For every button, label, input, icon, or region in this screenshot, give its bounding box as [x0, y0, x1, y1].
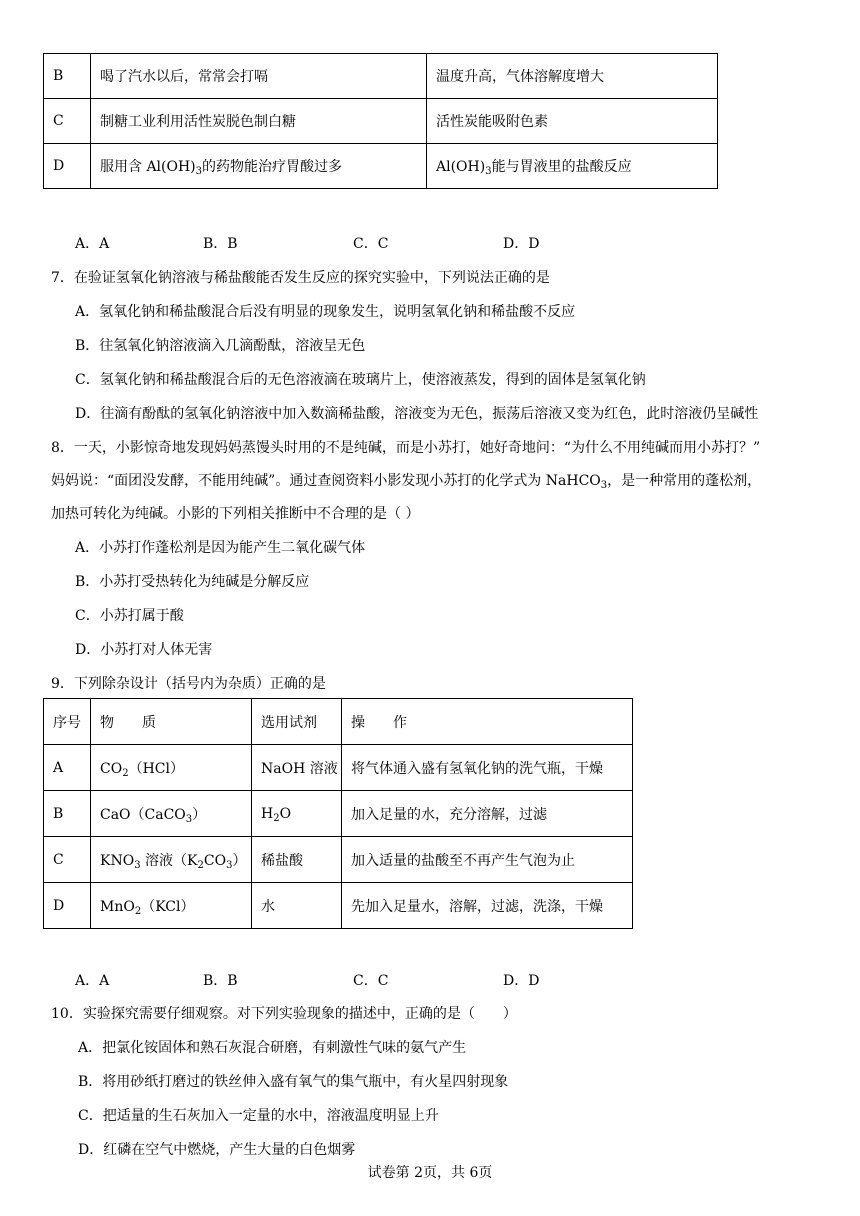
substance-cell: MnO$_2$（KCl）	[91, 883, 252, 929]
row-label: C	[44, 99, 91, 144]
table-row	[44, 837, 633, 883]
explanation-cell: 活性炭能吸附色素	[427, 99, 718, 144]
table-row	[44, 883, 633, 929]
option-b[interactable]: B．B	[203, 973, 238, 989]
operation-cell: 加入适量的盐酸至不再产生气泡为止	[342, 837, 633, 883]
option-c[interactable]: C．C	[353, 973, 389, 989]
operation-cell: 加入足量的水，充分溶解，过滤	[342, 791, 633, 837]
substance-cell: CaO（CaCO$_3$）	[91, 791, 252, 837]
q7-option-a[interactable]: A．氢氧化钠和稀盐酸混合后没有明显的现象发生，说明氢氧化钠和稀盐酸不反应	[75, 304, 576, 320]
q8-stem-line3: 加热可转化为纯碱。小影的下列相关推断中不合理的是（ ）	[51, 506, 420, 522]
row-label: A	[44, 745, 91, 791]
q9-table	[43, 698, 633, 929]
option-b[interactable]: B．B	[203, 236, 238, 252]
header-cell: 物 质	[91, 699, 252, 745]
substance-cell: $KNO_3$ 溶液$(K_2CO_3)$	[91, 837, 252, 883]
q6-table	[43, 53, 718, 189]
q7-stem: 7．在验证氢氧化钠溶液与稀盐酸能否发生反应的探究实验中，下列说法正确的是	[51, 270, 550, 286]
q8-option-a[interactable]: A．小苏打作蓬松剂是因为能产生二氧化碳气体	[75, 540, 366, 556]
q9-stem: 9．下列除杂设计（括号内为杂质）正确的是	[51, 676, 326, 692]
table-row	[44, 54, 718, 99]
row-label: B	[44, 791, 91, 837]
row-label: B	[44, 54, 91, 99]
q8-option-d[interactable]: D．小苏打对人体无害	[75, 642, 213, 658]
q8-stem-line2: 妈妈说：“面团没发酵，不能用纯碱”。通过查阅资料小影发现小苏打的化学式为 NaHCO$_3$，是一种常用的蓬松剂，	[51, 473, 762, 491]
table-row	[44, 745, 633, 791]
option-a[interactable]: A．A	[75, 973, 110, 989]
q10-option-a[interactable]: A．把氯化铵固体和熟石灰混合研磨，有刺激性气味的氨气产生	[78, 1040, 467, 1056]
page-footer: 试卷第 2页，共 6页	[367, 1165, 493, 1181]
example-cell: 制糖工业利用活性炭脱色制白糖	[91, 99, 427, 144]
q8-option-c[interactable]: C．小苏打属于酸	[75, 608, 184, 624]
q7-option-c[interactable]: C．氢氧化钠和稀盐酸混合后的无色溶液滴在玻璃片上，使溶液蒸发，得到的固体是氢氧化钠	[75, 372, 646, 388]
row-label: D	[44, 883, 91, 929]
q10-option-d[interactable]: D．红磷在空气中燃烧，产生大量的白色烟雾	[78, 1142, 356, 1158]
header-cell: 操 作	[342, 699, 633, 745]
option-c[interactable]: C．C	[353, 236, 389, 252]
example-cell: 喝了汽水以后，常常会打嗝	[91, 54, 427, 99]
reagent-cell: NaOH 溶液	[252, 745, 342, 791]
operation-cell: 将气体通入盛有氢氧化钠的洗气瓶，干燥	[342, 745, 633, 791]
q8-option-b[interactable]: B．小苏打受热转化为纯碱是分解反应	[75, 574, 310, 590]
row-label: D	[44, 144, 91, 189]
q10-option-b[interactable]: B．将用砂纸打磨过的铁丝伸入盛有氧气的集气瓶中，有火星四射现象	[78, 1074, 509, 1090]
table-header-row	[44, 699, 633, 745]
row-label: C	[44, 837, 91, 883]
table-row	[44, 144, 718, 189]
table-row	[44, 791, 633, 837]
substance-cell: $CO_2(HCl)$	[91, 745, 252, 791]
table-row	[44, 99, 718, 144]
option-d[interactable]: D．D	[503, 973, 540, 989]
q7-option-d[interactable]: D．往滴有酚酞的氢氧化钠溶液中加入数滴稀盐酸，溶液变为无色，振荡后溶液又变为红色，此时溶液仍呈碱性	[75, 406, 759, 422]
q8-stem-line1: 8．一天，小影惊奇地发现妈妈蒸馒头时用的不是纯碱，而是小苏打，她好奇地问：“为什么不用纯碱而用小苏打？”	[51, 440, 761, 456]
header-cell: 选用试剂	[252, 699, 342, 745]
operation-cell: 先加入足量水，溶解，过滤，洗涤，干燥	[342, 883, 633, 929]
option-d[interactable]: D．D	[503, 236, 540, 252]
reagent-cell: 稀盐酸	[252, 837, 342, 883]
explanation-cell: $Al(OH)_3$能与胃液里的盐酸反应	[427, 144, 718, 189]
q7-option-b[interactable]: B．往氢氧化钠溶液滴入几滴酚酞，溶液呈无色	[75, 338, 366, 354]
reagent-cell: $H_2O$	[252, 791, 342, 837]
reagent-cell: 水	[252, 883, 342, 929]
example-cell: 服用含 $Al(OH)_3$的药物能治疗胃酸过多	[91, 144, 427, 189]
option-a[interactable]: A．A	[75, 236, 110, 252]
q10-option-c[interactable]: C．把适量的生石灰加入一定量的水中，溶液温度明显上升	[78, 1108, 439, 1124]
header-cell: 序号	[44, 699, 91, 745]
explanation-cell: 温度升高，气体溶解度增大	[427, 54, 718, 99]
q10-stem: 10．实验探究需要仔细观察。对下列实验现象的描述中，正确的是（ ）	[51, 1006, 517, 1022]
